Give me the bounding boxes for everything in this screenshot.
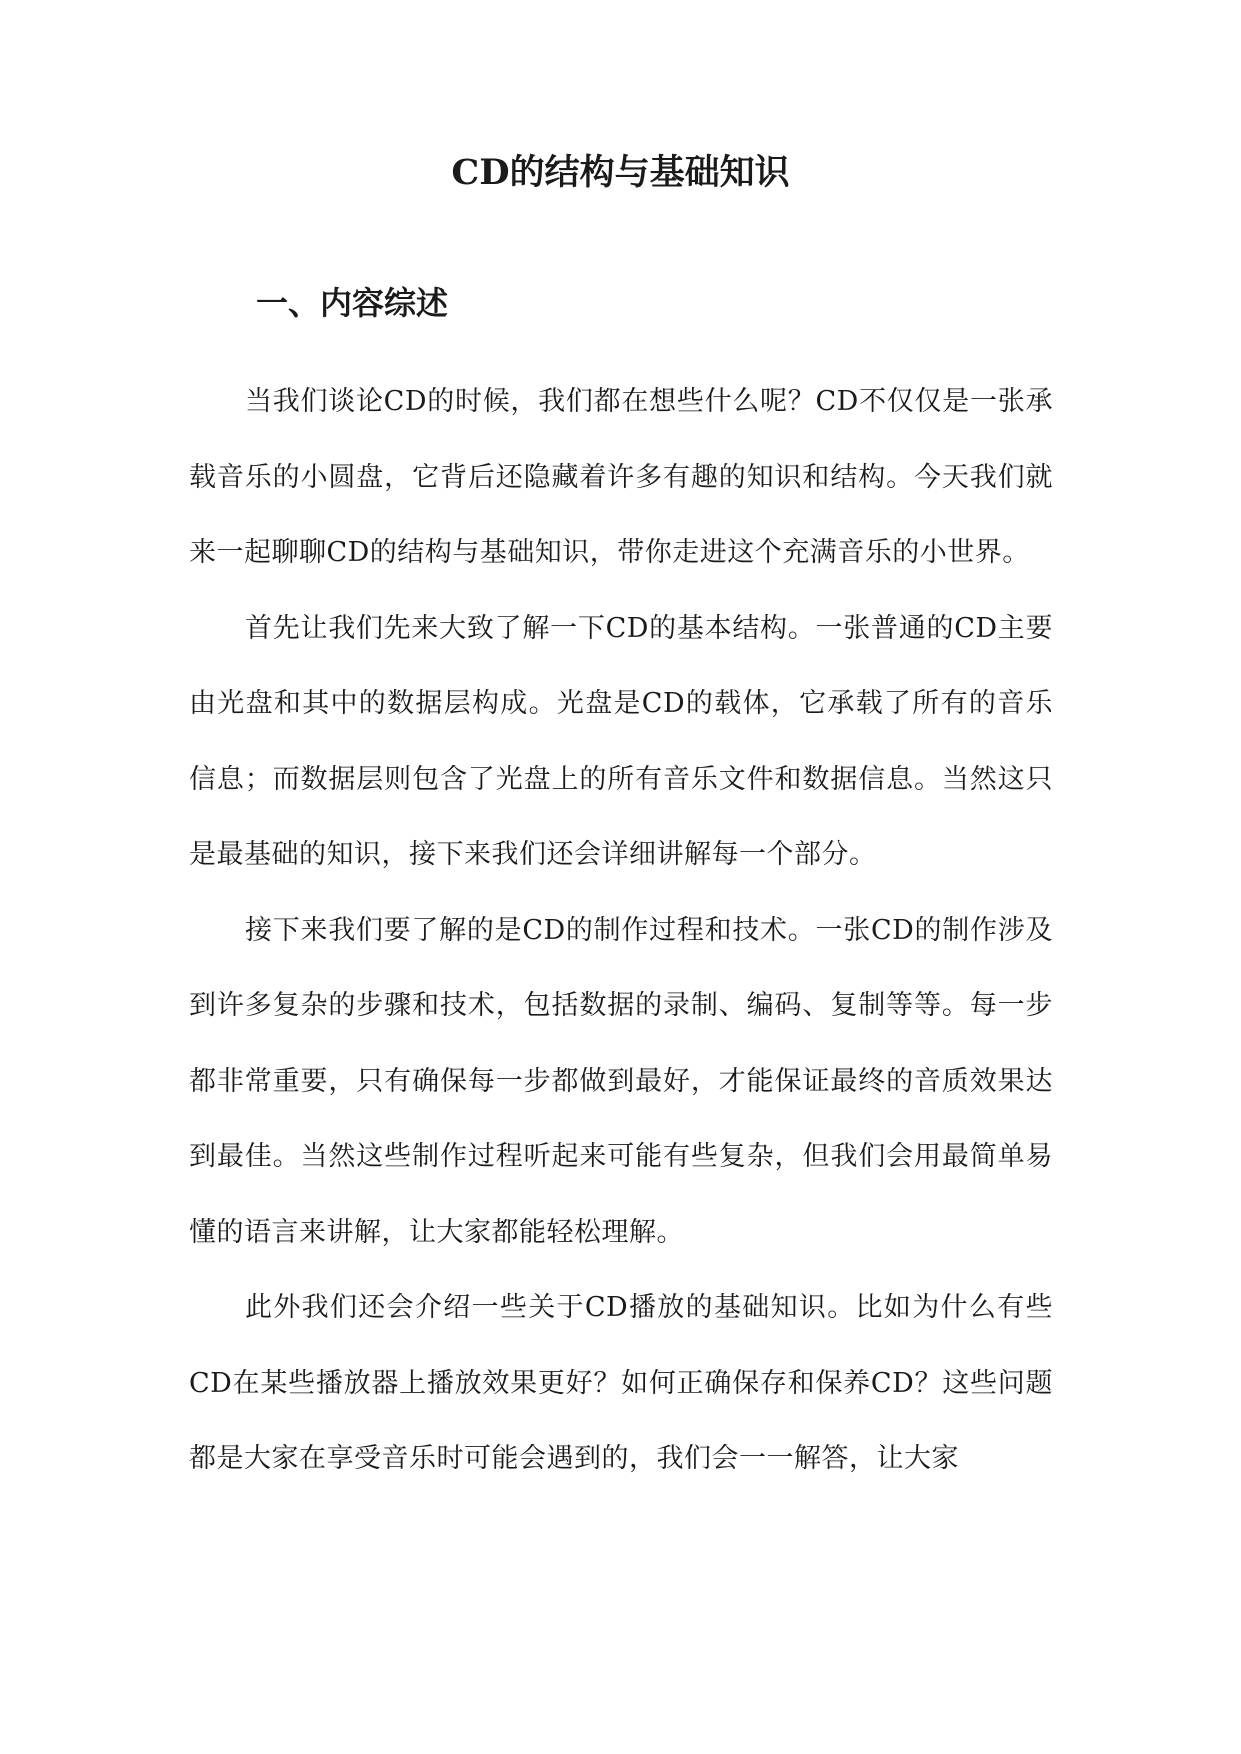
paragraph: 首先让我们先来大致了解一下CD的基本结构。一张普通的CD主要由光盘和其中的数据层构成。光盘是CD的载体，它承载了所有的音乐信息；而数据层则包含了光盘上的所有音乐文件和数据信息。当然这只是最基础的知识，接下来我们还会详细讲解每一个部分。 xyxy=(189,612,1053,870)
paragraph: 接下来我们要了解的是CD的制作过程和技术。一张CD的制作涉及到许多复杂的步骤和技术，包括数据的录制、编码、复制等等。每一步都非常重要，只有确保每一步都做到最好，才能保证最终的音质效果达到最佳。当然这些制作过程听起来可能有些复杂，但我们会用最简单易懂的语言来讲解，让大家都能轻松理解。 xyxy=(189,914,1053,1248)
section-heading: 一、内容综述 xyxy=(256,284,449,322)
document-title: CD的结构与基础知识 xyxy=(451,152,790,193)
paragraph: 此外我们还会介绍一些关于CD播放的基础知识。比如为什么有些CD在某些播放器上播放效果更好？如何正确保存和保养CD？这些问题都是大家在享受音乐时可能会遇到的，我们会一一解答，让大家 xyxy=(189,1292,1053,1474)
paragraph: 当我们谈论CD的时候，我们都在想些什么呢？CD不仅仅是一张承载音乐的小圆盘，它背后还隐藏着许多有趣的知识和结构。今天我们就来一起聊聊CD的结构与基础知识，带你走进这个充满音乐的小世界。 xyxy=(189,386,1053,568)
body-text xyxy=(189,364,1053,1497)
